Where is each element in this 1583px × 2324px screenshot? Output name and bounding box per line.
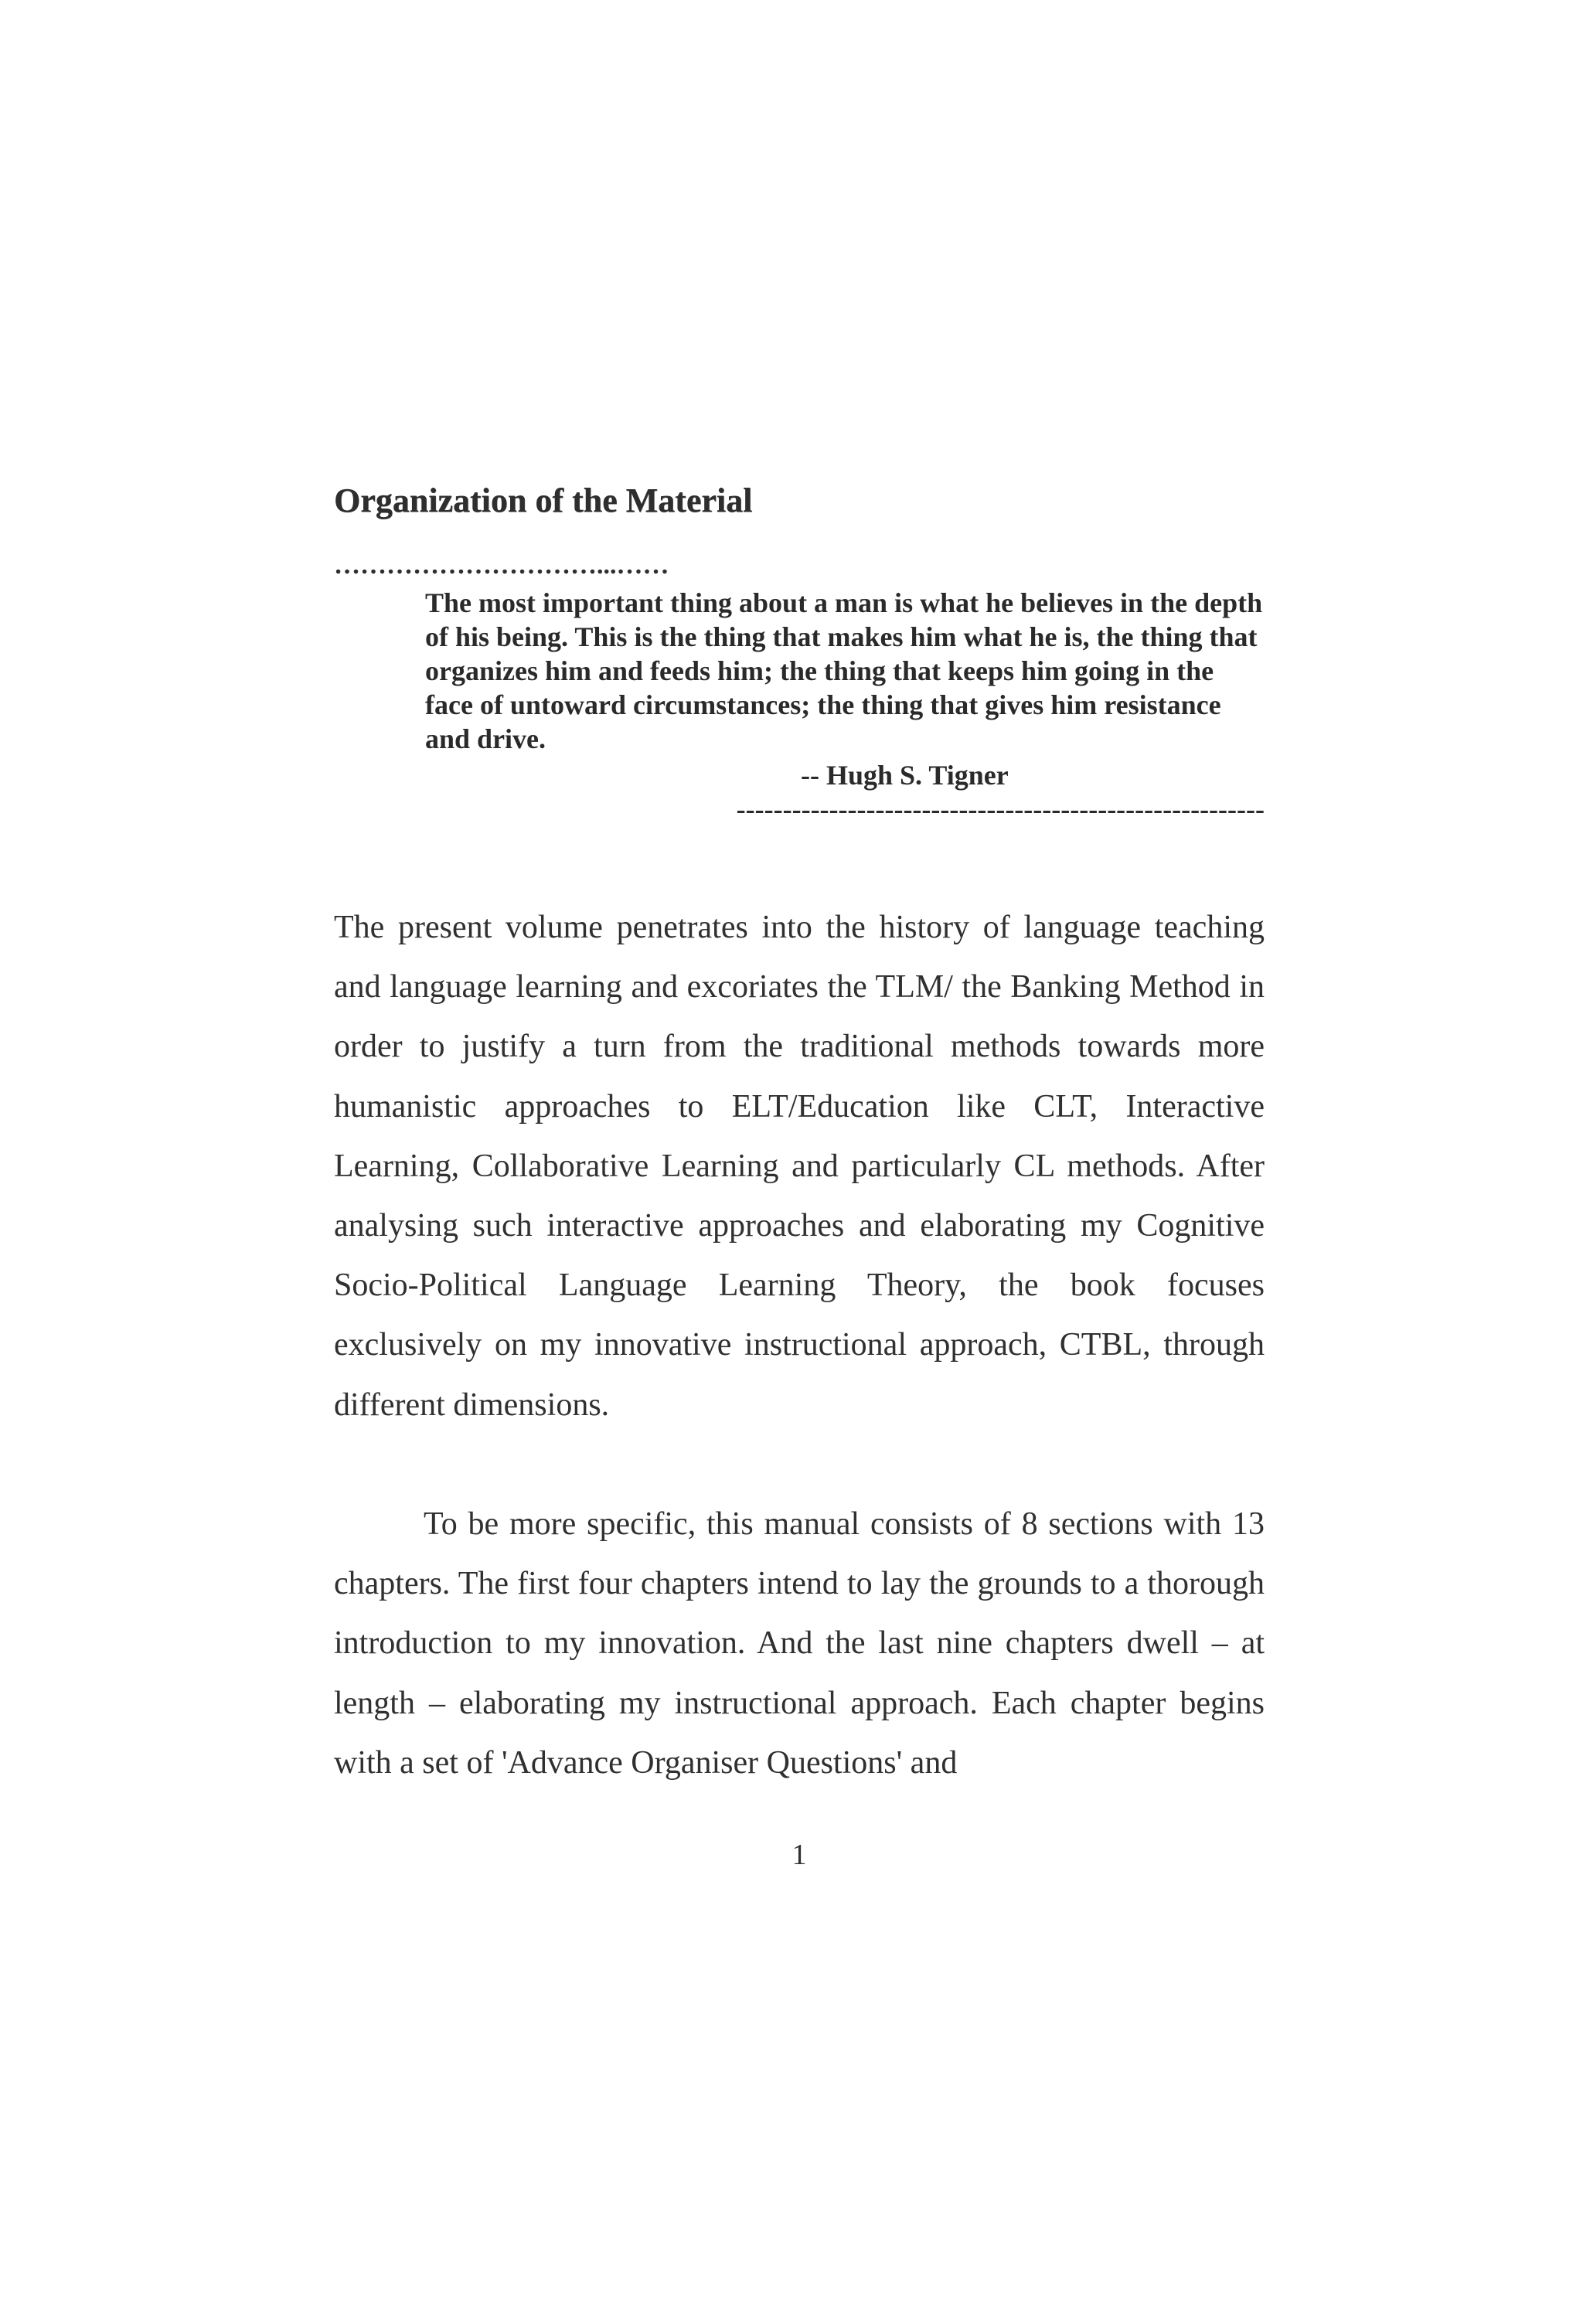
epigraph-quote: The most important thing about a man is what he believes in the depth of his being. This is the thing that makes him what he is, the thing that organizes him and feeds him; the thing that keeps him going in the face of untoward circumstances; the thing that gives him resistance and drive.	[425, 587, 1263, 754]
section-heading: Organization of the Material	[334, 481, 753, 519]
body-paragraph-2: To be more specific, this manual consists of 8 sections with 13 chapters. The first four chapters intend to lay the grounds to a thorough introduction to my innovation. And the last nine chapters dwell – at length – elaborating my instructional approach. Each chapter begins with a set of 'Advance Organiser Questions' and	[334, 1506, 1265, 1781]
page-number: 1	[792, 1839, 807, 1871]
separator-dots: …………………………...……	[334, 551, 669, 580]
body-paragraph-1: The present volume penetrates into the history of language teaching and language learning and excoriates the TLM/ the Banking Method in order to justify a turn from the traditional methods towards more humanistic approaches to ELT/Education like CLT, Interactive Learning, Collaborative Learning and particularly CL methods. After analysing such interactive approaches and elaborating my Cognitive Socio-Political Language Learning Theory, the book focuses exclusively on my innovative instructional approach, CTBL, through different dimensions.	[334, 910, 1265, 1423]
epigraph-author: -- Hugh S. Tigner	[801, 760, 1009, 791]
epigraph-rule: ---------------------------------------------------------	[736, 794, 1265, 825]
